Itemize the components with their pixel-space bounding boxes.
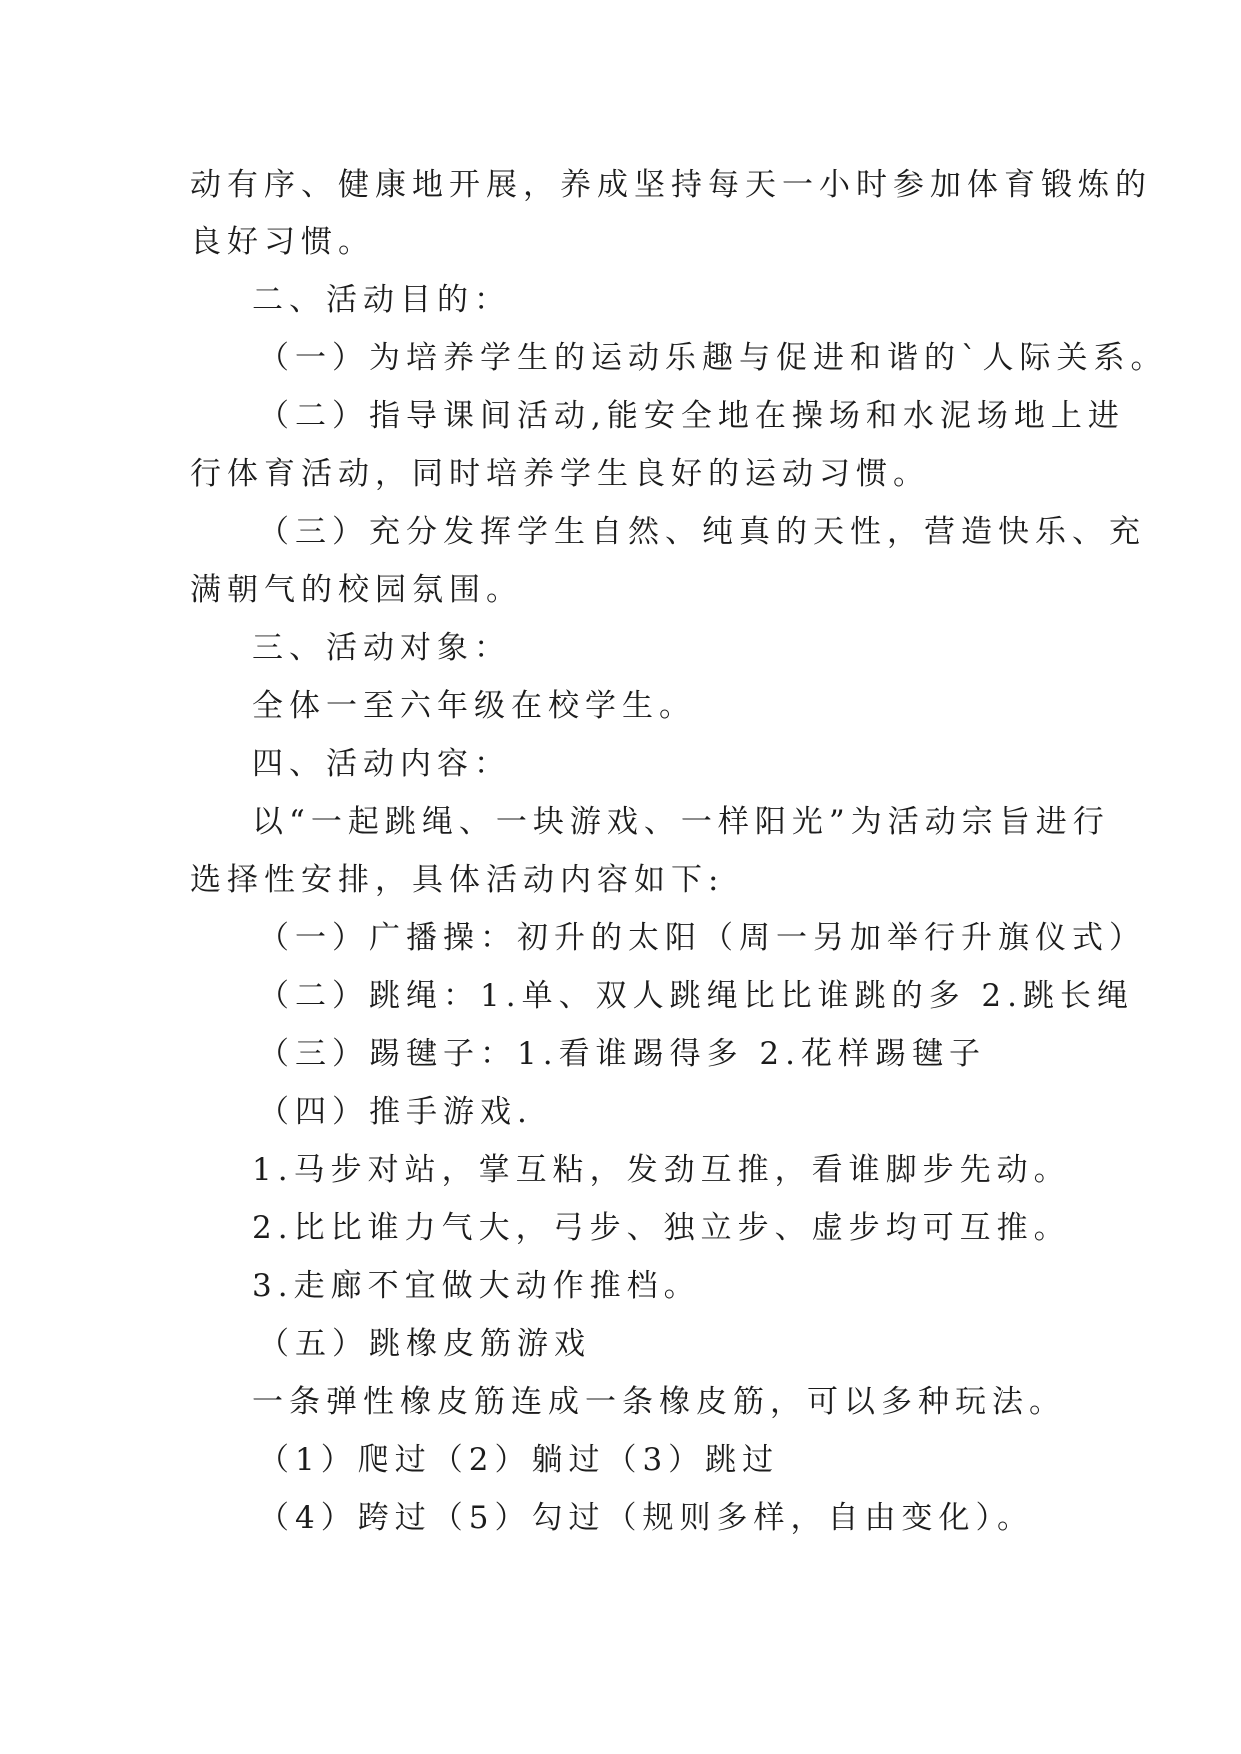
content-item-2: （二）跳绳：1.单、双人跳绳比比谁跳的多 2.跳长绳 <box>258 978 1135 1014</box>
objective-item-1: （一）为培养学生的运动乐趣与促进和谐的`人际关系。 <box>258 340 1168 376</box>
paragraph-line: 良好习惯。 <box>190 224 375 260</box>
paragraph-line: 选择性安排，具体活动内容如下: <box>190 862 725 898</box>
content-intro: 以“一起跳绳、一块游戏、一样阳光”为活动宗旨进行 <box>252 804 1110 840</box>
paragraph-line: 动有序、健康地开展，养成坚持每天一小时参加体育锻炼的 <box>190 167 1152 203</box>
push-hand-rule-1: 1.马步对站，掌互粘，发劲互推，看谁脚步先动。 <box>252 1152 1071 1188</box>
rubber-band-moves-1: （1）爬过（2）躺过（3）跳过 <box>258 1442 780 1478</box>
rubber-band-description: 一条弹性橡皮筋连成一条橡皮筋，可以多种玩法。 <box>252 1384 1066 1420</box>
paragraph-line: 行体育活动，同时培养学生良好的运动习惯。 <box>190 456 930 492</box>
rubber-band-moves-2: （4）跨过（5）勾过（规则多样，自由变化）。 <box>258 1500 1034 1536</box>
paragraph-line: 满朝气的校园氛围。 <box>190 572 523 608</box>
content-item-1: （一）广播操：初升的太阳（周一另加举行升旗仪式） <box>258 920 1146 956</box>
section-heading-objectives: 二、活动目的： <box>252 282 511 318</box>
section-heading-content: 四、活动内容： <box>252 746 511 782</box>
participants-text: 全体一至六年级在校学生。 <box>252 688 696 724</box>
content-item-5: （五）跳橡皮筋游戏 <box>258 1326 591 1362</box>
content-item-4: （四）推手游戏. <box>258 1094 533 1130</box>
push-hand-rule-2: 2.比比谁力气大，弓步、独立步、虚步均可互推。 <box>252 1210 1071 1246</box>
content-item-3: （三）踢毽子：1.看谁踢得多 2.花样踢毽子 <box>258 1036 987 1072</box>
objective-item-2: （二）指导课间活动,能安全地在操场和水泥场地上进 <box>258 398 1125 434</box>
objective-item-3: （三）充分发挥学生自然、纯真的天性，营造快乐、充 <box>258 514 1146 550</box>
push-hand-rule-3: 3.走廊不宜做大动作推档。 <box>252 1268 701 1304</box>
section-heading-participants: 三、活动对象： <box>252 630 511 666</box>
